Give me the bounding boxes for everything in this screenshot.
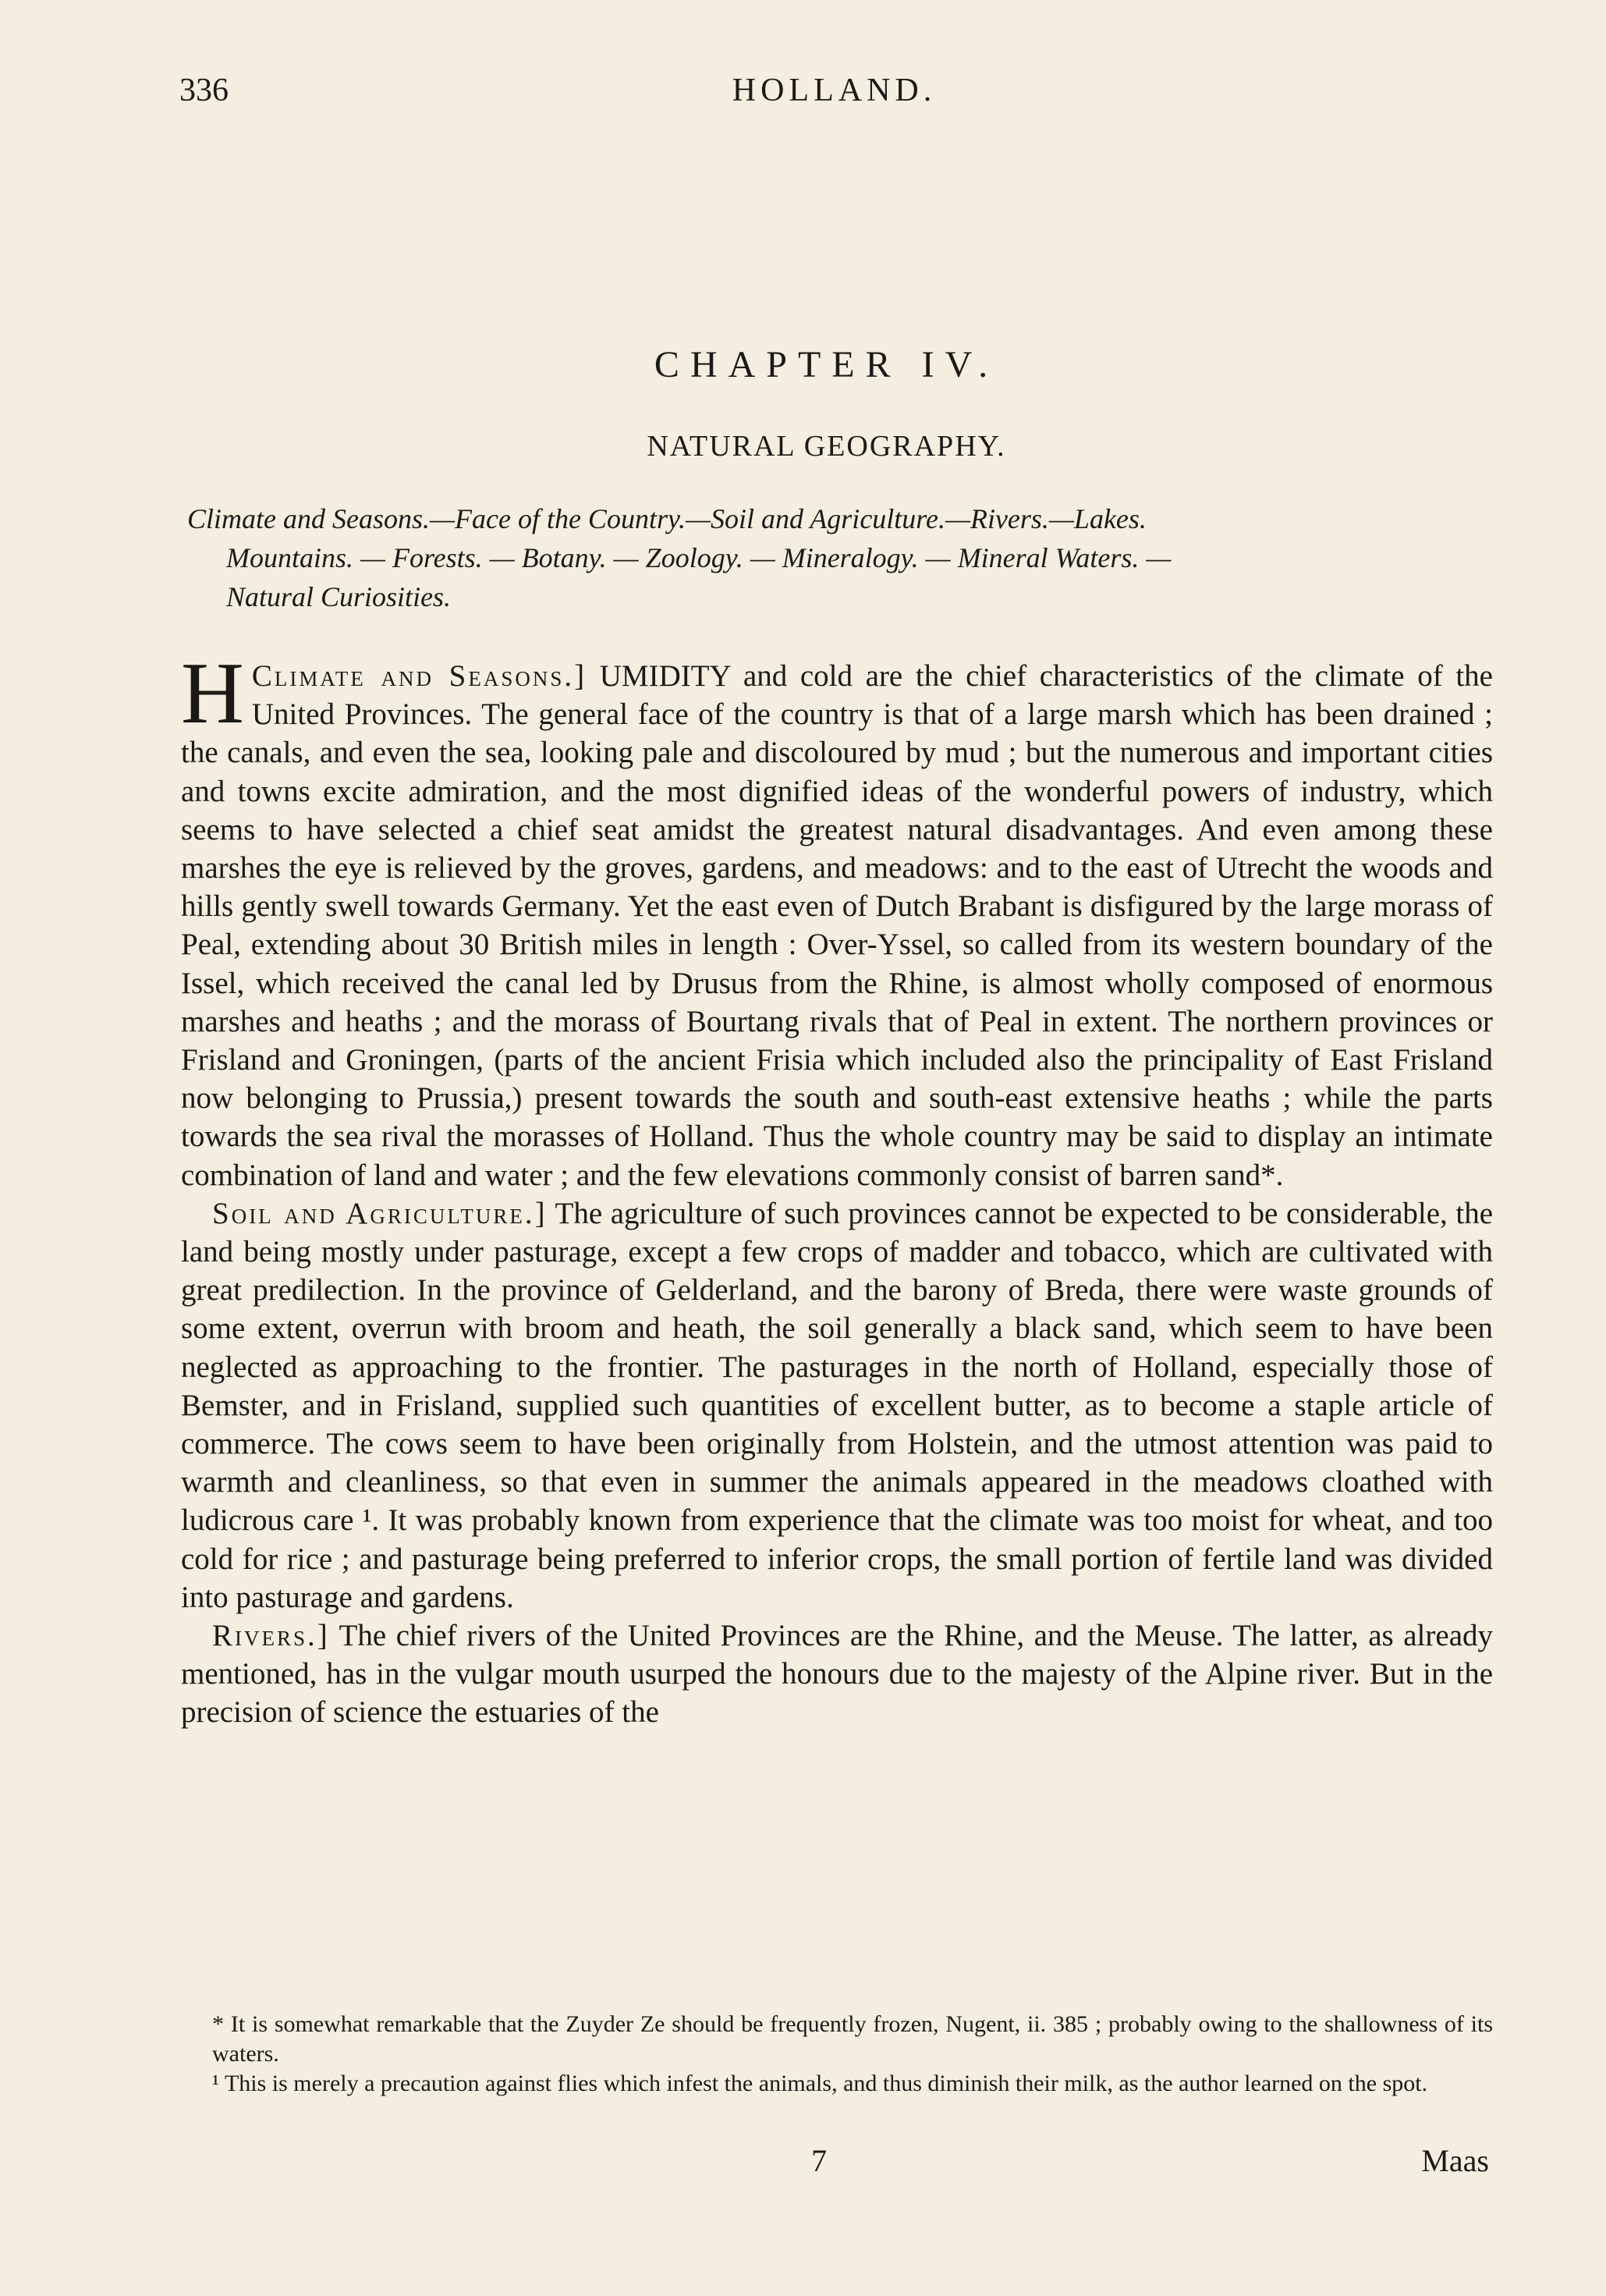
paragraph-soil — [181, 1194, 1493, 1616]
side-heading-soil: Soil and Agriculture.] — [212, 1196, 548, 1230]
chapter-subtitle: NATURAL GEOGRAPHY. — [647, 430, 1006, 463]
chapter-contents — [187, 499, 1497, 616]
signature-mark: 7 — [811, 2143, 827, 2178]
drop-cap: H — [181, 645, 244, 742]
side-heading-rivers: Rivers.] — [212, 1619, 330, 1653]
side-heading-climate: Climate and Seasons.] — [251, 659, 587, 693]
contents-line: Climate and Seasons.—Face of the Country.—Soil and Agriculture.—Rivers.—Lakes. — [187, 503, 1147, 534]
footnotes — [181, 2010, 1493, 2099]
footnote-star: * It is somewhat remarkable that the Zuyder Ze should be frequently frozen, Nugent, ii. 385 ; probably owing to the shallowness of its waters. — [212, 2011, 1493, 2067]
page-number: 336 — [179, 73, 229, 108]
paragraph-text: The agriculture of such provinces cannot be expected to be considerable, the land being mostly under pasturage, except a few crops of madder and tobacco, which are cultivated with great predilection. In the province of Gelderland, and the barony of Breda, there were waste grounds of some extent, overrun with broom and heath, the soil generally a black sand, which seem to have been neglected as approaching to the frontier. The pasturages in the north of Holland, especially those of Bemster, and in Frisland, supplied such quantities of excellent butter, as to become a staple article of commerce. The cows seem to have been originally from Holstein, and the utmost attention was paid to warmth and cleanliness, so that even in summer the animals appeared in the meadows cloathed with ludicrous care ¹. It was probably known from experience that the climate was too moist for wheat, and too cold for rice ; and pasturage being preferred to inferior crops, the small portion of fertile land was divided into pasturage and gardens. — [181, 1196, 1494, 1614]
footnote-one: ¹ This is merely a precaution against flies which infest the animals, and thus diminish their milk, as the author learned on the spot. — [212, 2071, 1428, 2096]
catchword: Maas — [1421, 2143, 1489, 2178]
paragraph-text: UMIDITY and cold are the chief characteristics of the climate of the United Provinces. The general face of the country is that of a large marsh which has been drained ; the canals, and even the sea, looking pale and discoloured by mud ; but the numerous and important cities and towns excite admiration, and the most dignified ideas of the wonderful powers of industry, which seems to have selected a chief seat amidst the greatest natural disadvantages. And even among these marshes the eye is relieved by the groves, gardens, and meadows: and to the east of Utrecht the woods and hills gently swell towards Germany. Yet the east even of Dutch Brabant is disfigured by the large morass of Peal, extending about 30 British miles in length : Over-Yssel, so called from its western boundary of the Issel, which received the canal led by Drusus from the Rhine, is almost wholly composed of enormous marshes and heaths ; and the morass of Bourtang rivals that of Peal in extent. The northern provinces or Frisland and Groningen, (parts of the ancient Frisia which included also the principality of East Frisland now belonging to Prussia,) present towards the south and south-east extensive heaths ; while the parts towards the sea rival the morasses of Holland. Thus the whole country may be said to display an intimate combination of land and water ; and the few elevations commonly consist of barren sand*. — [181, 659, 1493, 1192]
running-head: HOLLAND. — [732, 73, 937, 108]
paragraph-climate — [181, 645, 1493, 1194]
paragraph-rivers — [181, 1616, 1493, 1732]
body-text — [181, 645, 1494, 1732]
contents-line: Mountains. — Forests. — Botany. — Zoology. — Mineralogy. — Mineral Waters. — — [226, 542, 1172, 573]
chapter-title: CHAPTER IV. — [654, 344, 999, 385]
paragraph-text: The chief rivers of the United Provinces are the Rhine, and the Meuse. The latter, as already mentioned, has in the vulgar mouth usurped the honours due to the majesty of the Alpine river. But in the precision of science the estuaries of the — [181, 1619, 1494, 1730]
contents-line: Natural Curiosities. — [226, 581, 452, 612]
page-header — [179, 72, 1489, 119]
